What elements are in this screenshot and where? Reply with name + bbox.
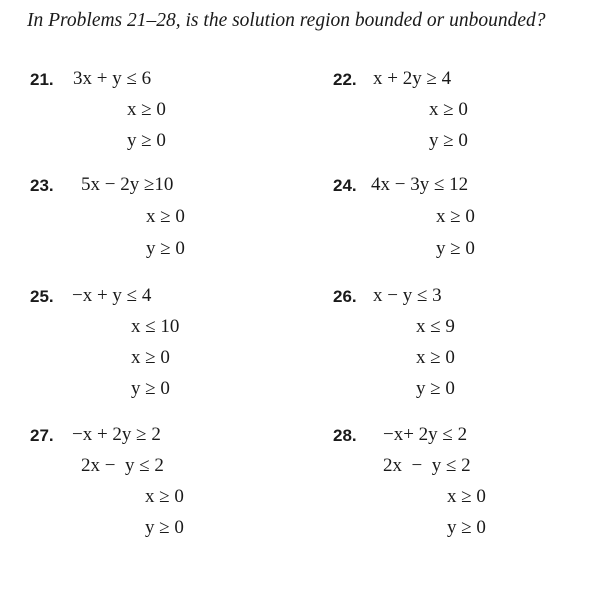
inequality: −x+ 2y ≤ 2 (383, 424, 468, 445)
inequality: x ≥ 0 (436, 206, 475, 227)
inequality: x ≥ 0 (429, 99, 468, 120)
inequality: 3x + y ≤ 6 (73, 68, 152, 89)
problem-number: 28. (333, 426, 357, 445)
inequality: y ≥ 0 (146, 238, 185, 259)
inequality: x ≤ 9 (416, 316, 455, 337)
inequality: y ≥ 0 (416, 378, 455, 399)
inequality: 2x − y ≤ 2 (383, 455, 471, 476)
problem-set-heading: In Problems 21–28, is the solution region bounded or unbounded? (27, 10, 546, 31)
inequality: y ≥ 0 (127, 130, 166, 151)
inequality: x − y ≤ 3 (373, 285, 442, 306)
inequality: x ≥ 0 (447, 486, 486, 507)
problem-number: 23. (30, 176, 54, 195)
problem-number: 21. (30, 70, 54, 89)
inequality: x ≥ 0 (146, 206, 185, 227)
inequality: −x + 2y ≥ 2 (72, 424, 161, 445)
problem-number: 24. (333, 176, 357, 195)
inequality: −x + y ≤ 4 (72, 285, 152, 306)
inequality: x ≥ 0 (131, 347, 170, 368)
inequality: 2x − y ≤ 2 (81, 455, 164, 476)
inequality: x ≥ 0 (127, 99, 166, 120)
inequality: x ≥ 0 (416, 347, 455, 368)
inequality: y ≥ 0 (145, 517, 184, 538)
inequality: x ≤ 10 (131, 316, 180, 337)
inequality: 4x − 3y ≤ 12 (371, 174, 469, 195)
inequality: y ≥ 0 (436, 238, 475, 259)
inequality: x ≥ 0 (145, 486, 184, 507)
problem-number: 25. (30, 287, 54, 306)
problem-number: 26. (333, 287, 357, 306)
inequality: 5x − 2y ≥10 (81, 174, 174, 195)
problem-number: 22. (333, 70, 357, 89)
problem-number: 27. (30, 426, 54, 445)
inequality: y ≥ 0 (429, 130, 468, 151)
inequality: y ≥ 0 (131, 378, 170, 399)
inequality: y ≥ 0 (447, 517, 486, 538)
inequality: x + 2y ≥ 4 (373, 68, 452, 89)
